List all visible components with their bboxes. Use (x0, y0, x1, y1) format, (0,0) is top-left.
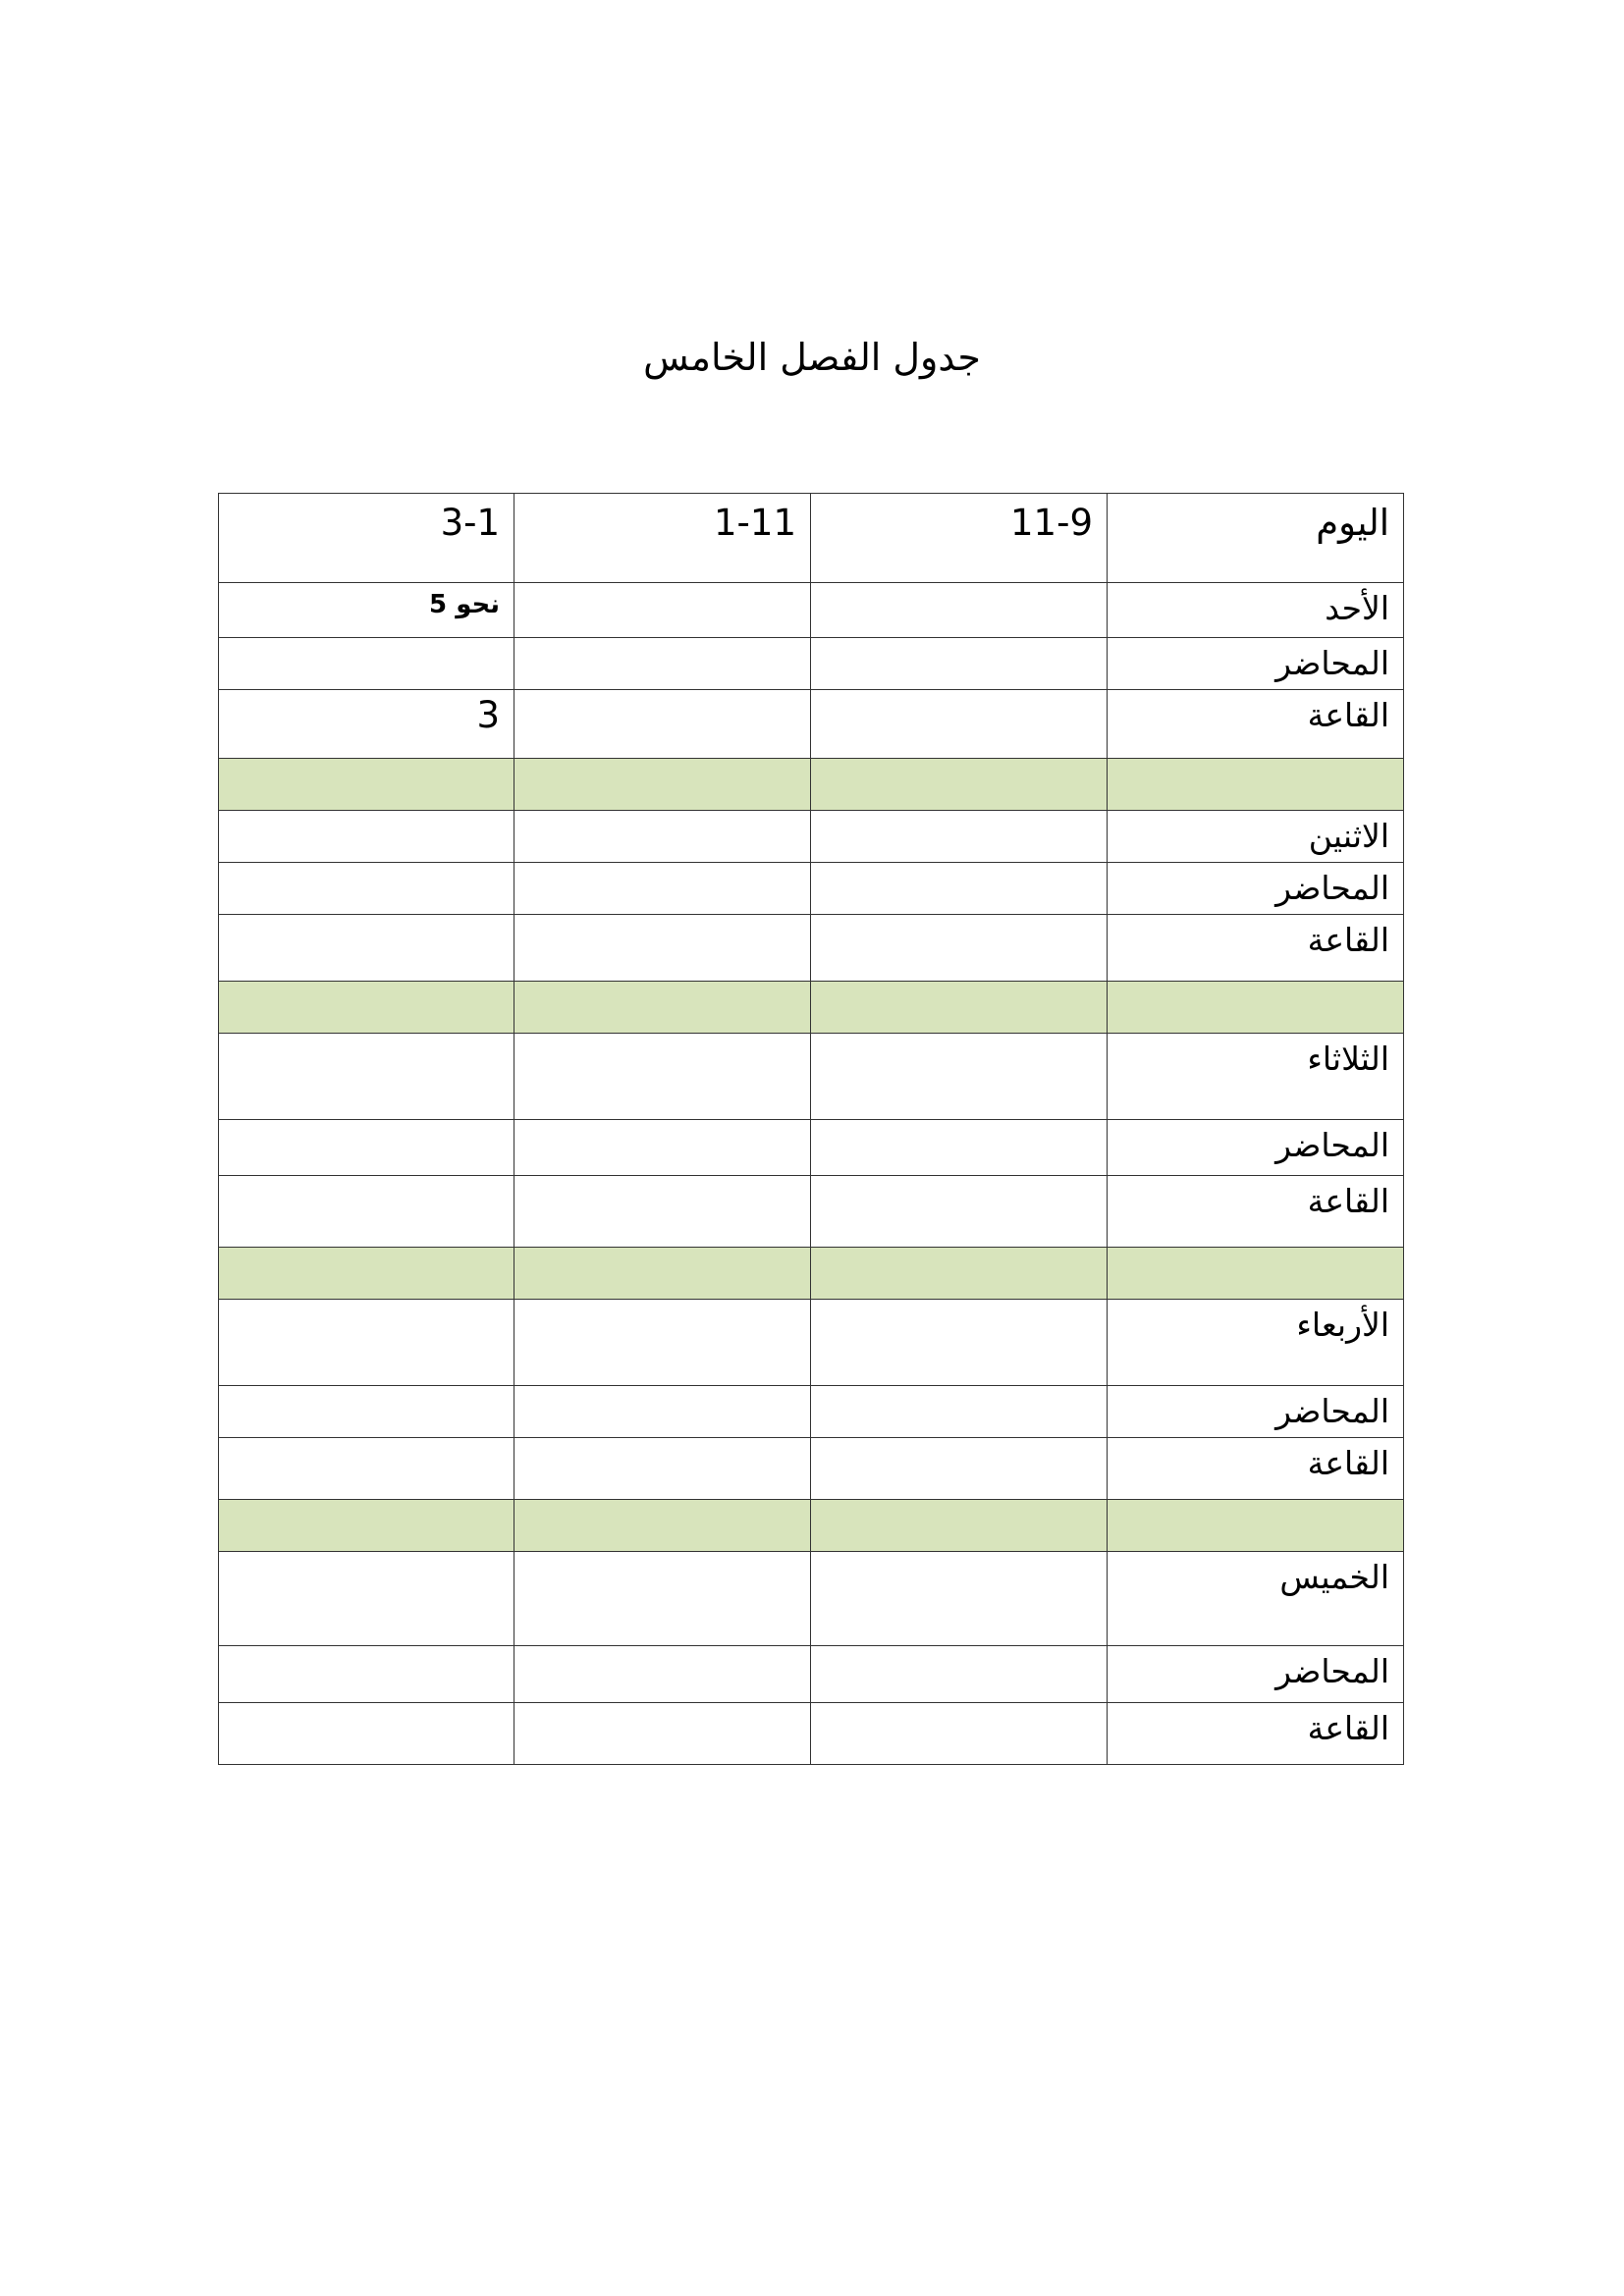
table-cell (514, 690, 811, 759)
row-label-day: الثلاثاء (1108, 1034, 1404, 1120)
table-cell (811, 583, 1108, 638)
table-cell (219, 982, 514, 1034)
table-cell (811, 1034, 1108, 1120)
table-row (219, 690, 1404, 759)
table-row (219, 1386, 1404, 1438)
table-cell: 3 (219, 690, 514, 759)
table-row (219, 1300, 1404, 1386)
table-cell (1108, 759, 1404, 811)
table-cell (514, 1500, 811, 1552)
table-cell (1108, 982, 1404, 1034)
row-label-lecturer: المحاضر (1108, 638, 1404, 690)
row-label-day: الأربعاء (1108, 1300, 1404, 1386)
table-cell (514, 1386, 811, 1438)
table-cell (514, 1646, 811, 1703)
table-cell (514, 1300, 811, 1386)
table-cell (811, 863, 1108, 915)
table-row (219, 1034, 1404, 1120)
header-cell-11-1: 1-11 (514, 494, 811, 583)
table-cell (219, 1034, 514, 1120)
table-cell (219, 1248, 514, 1300)
table-cell (811, 1500, 1108, 1552)
table-cell (219, 638, 514, 690)
table-cell (811, 1703, 1108, 1765)
table-cell (219, 1552, 514, 1646)
table-cell (514, 811, 811, 863)
table-cell (514, 863, 811, 915)
table-cell (219, 1120, 514, 1176)
row-label-lecturer: المحاضر (1108, 863, 1404, 915)
table-row (219, 863, 1404, 915)
header-cell-9-11: 11-9 (811, 494, 1108, 583)
table-cell (811, 811, 1108, 863)
row-label-lecturer: المحاضر (1108, 1120, 1404, 1176)
table-cell (219, 1703, 514, 1765)
table-cell (811, 1300, 1108, 1386)
table-row (219, 583, 1404, 638)
table-cell (219, 1300, 514, 1386)
table-row (219, 1120, 1404, 1176)
table-cell (811, 1552, 1108, 1646)
table-header-row (219, 494, 1404, 583)
table-row (219, 915, 1404, 982)
row-label-room: القاعة (1108, 1703, 1404, 1765)
table-cell (811, 982, 1108, 1034)
table-cell (514, 1120, 811, 1176)
table-row (219, 1552, 1404, 1646)
table-row (219, 638, 1404, 690)
row-label-day: الخميس (1108, 1552, 1404, 1646)
table-cell (811, 915, 1108, 982)
table-cell (219, 915, 514, 982)
table-cell (811, 1248, 1108, 1300)
row-label-room: القاعة (1108, 1176, 1404, 1248)
row-label-lecturer: المحاضر (1108, 1386, 1404, 1438)
table-row (219, 1438, 1404, 1500)
table-cell (514, 1176, 811, 1248)
table-row (219, 1646, 1404, 1703)
table-cell (811, 1120, 1108, 1176)
table-cell (219, 759, 514, 811)
table-cell (514, 1438, 811, 1500)
table-cell (219, 1500, 514, 1552)
row-label-room: القاعة (1108, 1438, 1404, 1500)
header-cell-day: اليوم (1108, 494, 1404, 583)
separator-row (219, 982, 1404, 1034)
page-title: جدول الفصل الخامس (643, 336, 981, 379)
table-cell (514, 1034, 811, 1120)
table-cell (219, 1386, 514, 1438)
table-cell (514, 638, 811, 690)
separator-row (219, 759, 1404, 811)
row-label-room: القاعة (1108, 915, 1404, 982)
table-cell (811, 690, 1108, 759)
schedule-table (218, 493, 1404, 1765)
row-label-lecturer: المحاضر (1108, 1646, 1404, 1703)
table-cell (219, 1438, 514, 1500)
row-label-day: الاثنين (1108, 811, 1404, 863)
separator-row (219, 1500, 1404, 1552)
table-row (219, 1176, 1404, 1248)
separator-row (219, 1248, 1404, 1300)
table-cell (514, 759, 811, 811)
table-cell (811, 1646, 1108, 1703)
table-cell (1108, 1248, 1404, 1300)
table-row (219, 1703, 1404, 1765)
table-cell (811, 1386, 1108, 1438)
table-cell (514, 915, 811, 982)
table-cell (514, 583, 811, 638)
table-cell (811, 638, 1108, 690)
table-cell (219, 1176, 514, 1248)
table-cell (811, 1176, 1108, 1248)
table-row (219, 811, 1404, 863)
table-cell: نحو 5 (219, 583, 514, 638)
row-label-room: القاعة (1108, 690, 1404, 759)
header-cell-1-3: 3-1 (219, 494, 514, 583)
table-cell (219, 811, 514, 863)
table-cell (514, 1552, 811, 1646)
table-cell (811, 759, 1108, 811)
table-cell (514, 982, 811, 1034)
table-cell (514, 1248, 811, 1300)
table-cell (1108, 1500, 1404, 1552)
table-cell (514, 1703, 811, 1765)
table-cell (219, 1646, 514, 1703)
table-cell (219, 863, 514, 915)
table-cell (811, 1438, 1108, 1500)
row-label-day: الأحد (1108, 583, 1404, 638)
